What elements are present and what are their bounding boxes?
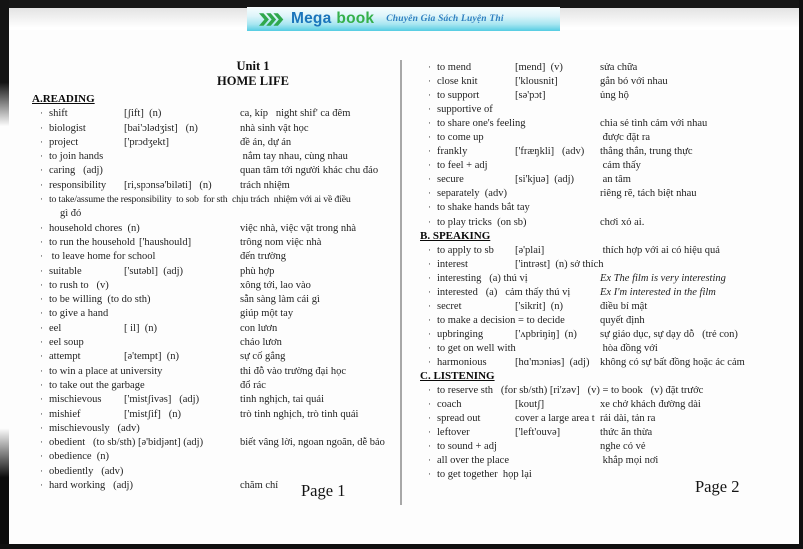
vocab-row [40, 193, 398, 207]
vocab-row [40, 107, 398, 121]
bullet-icon: · [40, 151, 43, 162]
vocab-row [40, 250, 398, 264]
phonetic: [si'kjuə] (adj) [515, 174, 575, 186]
photo-border-bottom [0, 544, 803, 549]
section-title: B. SPEAKING [420, 229, 491, 242]
vocab-row [428, 440, 798, 454]
meaning: an tâm [600, 174, 631, 186]
bullet-icon: · [428, 300, 431, 311]
vocab-row [428, 75, 798, 89]
vocab-row [428, 89, 798, 103]
term: shift [49, 108, 68, 120]
vocab-row [40, 379, 398, 393]
phonetic: [bai'ɔlədʒist] (n) [124, 122, 198, 134]
vocab-row [428, 216, 798, 230]
vocab-row [428, 300, 798, 314]
bullet-icon: · [428, 441, 431, 452]
meaning: nhà sinh vật học [240, 122, 309, 134]
phonetic: ['ʌpbriŋiŋ] (n) [515, 328, 577, 340]
vocab-row [40, 408, 398, 422]
vocab-row [40, 293, 398, 307]
term: close knit [437, 76, 478, 88]
meaning: Ex I'm interested in the film [600, 286, 716, 298]
phonetic: ['intrəst] (n) sở thích [515, 258, 604, 270]
bullet-icon: · [40, 379, 43, 390]
term: to get on well with [437, 342, 516, 354]
phonetic: ['sutəbl] (adj) [124, 265, 184, 277]
term: all over the place [437, 455, 510, 467]
bullet-icon: · [428, 272, 431, 283]
vocab-row [428, 426, 798, 440]
phonetic: ['prɔdʒekt] [124, 136, 170, 148]
bullet-icon: · [428, 174, 431, 185]
vocab-row [428, 356, 798, 370]
meaning: chia sẻ tình cảm với nhau [600, 118, 708, 130]
phonetic: cover a large area t [515, 413, 595, 425]
bullet-icon: · [428, 328, 431, 339]
bullet-icon: · [428, 455, 431, 466]
term: eel [49, 322, 62, 334]
vocab-row [428, 258, 798, 272]
vocab-row [428, 342, 798, 356]
bullet-icon: · [428, 413, 431, 424]
bullet-icon: · [428, 160, 431, 171]
term: coach [437, 399, 462, 411]
bullet-icon: · [428, 216, 431, 227]
term: mischievously (adv) [49, 422, 140, 434]
bullet-icon: · [428, 286, 431, 297]
term: interested (a) cảm thấy thú vị [437, 286, 571, 298]
meaning: thi đỗ vào trường đại học [240, 365, 347, 377]
entry-text: to shake hands bắt tay [437, 202, 530, 214]
entry-text: to get together họp lại [437, 469, 532, 481]
vocab-row [428, 173, 798, 187]
bullet-icon: · [40, 337, 43, 348]
bullet-icon: · [428, 385, 431, 396]
vocab-row [428, 398, 798, 412]
meaning: thích hợp với ai có hiệu quả [600, 244, 720, 256]
bullet-icon: · [40, 251, 43, 262]
section-heading [420, 230, 798, 244]
vocab-row [40, 150, 398, 164]
unit-title: Unit 1 [236, 59, 270, 73]
term: attempt [49, 351, 81, 363]
term: upbringing [437, 328, 484, 340]
bullet-icon: · [40, 265, 43, 276]
meaning: sự cố gắng [240, 351, 286, 363]
term: to share one's feeling [437, 118, 526, 130]
term: responsibility [49, 179, 107, 191]
meaning: sẵn sàng làm cái gì [240, 294, 320, 306]
meaning: chơi xỏ ai. [600, 216, 645, 228]
term: to rush to (v) [49, 279, 109, 291]
photo-border-right [799, 0, 803, 549]
meaning: cảm thấy [600, 160, 641, 172]
phonetic: ['haushould] [139, 236, 192, 248]
bullet-icon: · [428, 104, 431, 115]
bullet-icon: · [428, 188, 431, 199]
brand-name-mega: Mega [291, 10, 332, 27]
term: eel soup [49, 337, 84, 349]
meaning: sửa chữa [600, 62, 638, 73]
meaning: gắn bó với nhau [600, 76, 668, 88]
term: obedience (n) [49, 451, 110, 463]
term: supportive of [437, 104, 493, 116]
phonetic: [koutʃ] [515, 399, 545, 411]
meaning: phù hợp [240, 265, 275, 277]
meaning: tinh nghịch, tai quái [240, 394, 324, 406]
bullet-icon: · [40, 136, 43, 147]
bullet-icon: · [40, 165, 43, 176]
meaning: trách nhiệm [240, 179, 290, 191]
phonetic: [ə'tempt] (n) [124, 351, 179, 363]
term: to give a hand [49, 308, 109, 320]
vocab-row [40, 265, 398, 279]
vocab-row [428, 286, 798, 300]
vocab-row [428, 61, 798, 75]
term: mischievous [49, 394, 102, 406]
meaning: con lươn [240, 322, 278, 334]
term: project [49, 136, 79, 148]
vocab-row [40, 136, 398, 150]
meaning: nghe có vẻ [600, 441, 646, 453]
term: to win a place at university [49, 365, 163, 377]
meaning: hòa đồng với [600, 342, 658, 354]
term: to sound + adj [437, 441, 497, 453]
vocab-row [428, 328, 798, 342]
vocab-row [428, 454, 798, 468]
term: to make a decision = to decide [437, 314, 565, 326]
meaning: cháo lươn [240, 337, 282, 349]
meaning: ủng hộ [600, 90, 629, 102]
bullet-icon: · [40, 465, 43, 476]
bullet-icon: · [40, 422, 43, 433]
phonetic: [ri,spɔnsə'biləti] (n) [124, 179, 212, 191]
bullet-icon: · [40, 394, 43, 405]
bullet-icon: · [428, 90, 431, 101]
meaning: việc nhà, việc vặt trong nhà [240, 222, 357, 234]
bullet-icon: · [428, 427, 431, 438]
phonetic: [ə'plai] [515, 244, 545, 256]
phonetic: [ʃift] (n) [124, 108, 162, 120]
bullet-icon: · [428, 118, 431, 129]
bullet-icon: · [40, 437, 43, 448]
page-2-label: Page 2 [695, 477, 740, 496]
term: interesting (a) thú vị [437, 272, 528, 284]
vocab-row [428, 131, 798, 145]
term: harmonious [437, 356, 487, 368]
vocab-row [40, 336, 398, 350]
brand-tagline: Chuyên Gia Sách Luyện Thi [386, 14, 504, 24]
page-divider [400, 60, 402, 505]
vocab-row [40, 279, 398, 293]
meaning: ca, kíp night shif' ca đêm [240, 108, 351, 120]
phonetic: [ il] (n) [124, 322, 157, 334]
vocab-row [40, 322, 398, 336]
meaning: đổ rác [240, 379, 266, 391]
bullet-icon: · [428, 76, 431, 87]
term: separately (adv) [437, 188, 507, 200]
entry-text: to reserve sth (for sb/sth) [ri'zəv] (v) = to book (v) đặt trước [437, 385, 704, 397]
vocab-row [428, 201, 798, 215]
bullet-icon: · [40, 108, 43, 119]
meaning: đề án, dự án [240, 136, 292, 148]
term: to take out the garbage [49, 379, 145, 391]
bullet-icon: · [40, 365, 43, 376]
bullet-icon: · [40, 322, 43, 333]
unit-title-block [103, 59, 403, 89]
meaning: rải dài, tản ra [600, 413, 656, 425]
meaning: quyết định [600, 314, 645, 326]
photo-border-left [0, 0, 9, 549]
bullet-icon: · [428, 469, 431, 480]
term: interest [437, 258, 468, 270]
meaning: thẳng thắn, trung thực [600, 146, 693, 158]
meaning: quan tâm tới người khác chu đáo [240, 165, 379, 177]
meaning: không có sự bất đồng hoặc ác cảm [600, 356, 745, 368]
phonetic: ['mistʃif] (n) [124, 408, 182, 420]
entry-text: gì đó [60, 208, 82, 220]
term: obediently (adv) [49, 465, 124, 477]
phonetic: ['klousnit] [515, 76, 558, 88]
term: to mend [437, 62, 472, 73]
term: secure [437, 174, 464, 186]
meaning: trò tinh nghịch, trò tinh quái [240, 408, 359, 420]
brand-name-book: book [336, 10, 375, 27]
term: household chores (n) [49, 222, 140, 234]
meaning: xe chở khách đường dài [600, 399, 701, 411]
term: spread out [437, 413, 481, 425]
meaning: khắp mọi nơi [600, 455, 659, 467]
bullet-icon: · [40, 222, 43, 233]
vocab-row [40, 350, 398, 364]
vocab-row [428, 159, 798, 173]
meaning: được đặt ra [600, 132, 651, 144]
term: to feel + adj [437, 160, 488, 172]
bullet-icon: · [428, 314, 431, 325]
vocab-row [40, 422, 398, 436]
bullet-icon: · [40, 179, 43, 190]
term: secret [437, 300, 462, 312]
meaning: thức ăn thừa [600, 427, 653, 439]
unit-subtitle: HOME LIFE [217, 74, 289, 88]
vocab-row [428, 272, 798, 286]
bullet-icon: · [428, 356, 431, 367]
bullet-icon: · [428, 399, 431, 410]
vocab-row [428, 117, 798, 131]
meaning: nắm tay nhau, cùng nhau [240, 151, 348, 163]
section-title: A.READING [32, 93, 95, 105]
bullet-icon: · [40, 451, 43, 462]
vocab-row [428, 145, 798, 159]
entry-text: to take/assume the responsibility to sob for sth chịu trách nhiệm với ai về điều [49, 194, 351, 206]
vocab-row [40, 222, 398, 236]
meaning: chăm chỉ [240, 480, 279, 492]
vocab-row [40, 450, 398, 464]
vocab-row [428, 384, 798, 398]
phonetic: [hɑ'mɔniəs] (adj) [515, 356, 590, 368]
phonetic: ['sikrit] (n) [515, 300, 563, 312]
meaning: riêng rẽ, tách biệt nhau [600, 188, 697, 200]
bullet-icon: · [428, 146, 431, 157]
vocab-row [40, 436, 398, 450]
vocab-row [40, 393, 398, 407]
meaning: đến trường [240, 251, 286, 263]
bullet-icon: · [40, 408, 43, 419]
meaning: Ex The film is very interesting [600, 272, 726, 284]
page-1 [32, 93, 398, 493]
vocab-row [428, 314, 798, 328]
term: to run the household [49, 236, 136, 248]
vocab-row [40, 365, 398, 379]
term: to play tricks (on sb) [437, 216, 527, 228]
vocab-row [40, 179, 398, 193]
term: to join hands [49, 151, 104, 163]
vocab-row [428, 187, 798, 201]
term: mishief [49, 408, 81, 420]
term: to be willing (to do sth) [49, 294, 151, 306]
term: biologist [49, 122, 86, 134]
term: hard working (adj) [49, 480, 133, 492]
vocab-row [428, 103, 798, 117]
bullet-icon: · [428, 258, 431, 269]
page-2 [420, 61, 798, 482]
term: frankly [437, 146, 468, 158]
bullet-icon: · [40, 236, 43, 247]
vocab-row [40, 307, 398, 321]
bullet-icon: · [40, 308, 43, 319]
bullet-icon: · [428, 244, 431, 255]
term: to apply to sb [437, 244, 494, 256]
vocab-row [40, 164, 398, 178]
phonetic: ['fræŋkli] (adv) [515, 146, 585, 158]
phonetic: ['left'ouvə] [515, 427, 561, 439]
section-title: C. LISTENING [420, 370, 495, 383]
term: to support [437, 90, 480, 102]
bullet-icon: · [40, 294, 43, 305]
meaning: xông tới, lao vào [240, 279, 311, 291]
vocab-row [40, 122, 398, 136]
meaning: điều bí mật [600, 300, 648, 312]
page-1-label: Page 1 [301, 481, 346, 500]
vocab-row [40, 236, 398, 250]
bullet-icon: · [428, 202, 431, 213]
section-heading [420, 370, 798, 384]
term: to come up [437, 132, 484, 144]
bullet-icon: · [40, 279, 43, 290]
bullet-icon: · [40, 122, 43, 133]
bullet-icon: · [40, 480, 43, 491]
phonetic: [mend] (v) [515, 62, 563, 73]
term: suitable [49, 265, 82, 277]
vocab-row [428, 412, 798, 426]
vocab-row [40, 465, 398, 479]
vocab-row [40, 207, 398, 221]
bullet-icon: · [428, 62, 431, 72]
meaning: trông nom việc nhà [240, 236, 322, 248]
triple-chevron-icon [259, 13, 286, 26]
bullet-icon: · [428, 342, 431, 353]
term: obedient (to sb/sth) [ə'bidjənt] (adj) [49, 437, 204, 449]
bullet-icon: · [428, 132, 431, 143]
bullet-icon: · [40, 351, 43, 362]
vocab-row [428, 244, 798, 258]
bullet-icon: · [40, 194, 43, 205]
term: leftover [437, 427, 470, 439]
meaning: biết vâng lời, ngoan ngoãn, dễ bảo [240, 437, 385, 449]
vocab-row [428, 468, 798, 482]
phonetic: ['mistʃivəs] (adj) [124, 394, 200, 406]
term: caring (adj) [49, 165, 103, 177]
meaning: giúp một tay [240, 308, 294, 320]
term: to leave home for school [49, 251, 156, 263]
megabook-header [247, 7, 560, 31]
meaning: sự giáo dục, sự dạy dỗ (trẻ con) [600, 328, 738, 340]
section-heading [32, 93, 398, 107]
phonetic: [sə'pɔt] [515, 90, 546, 102]
